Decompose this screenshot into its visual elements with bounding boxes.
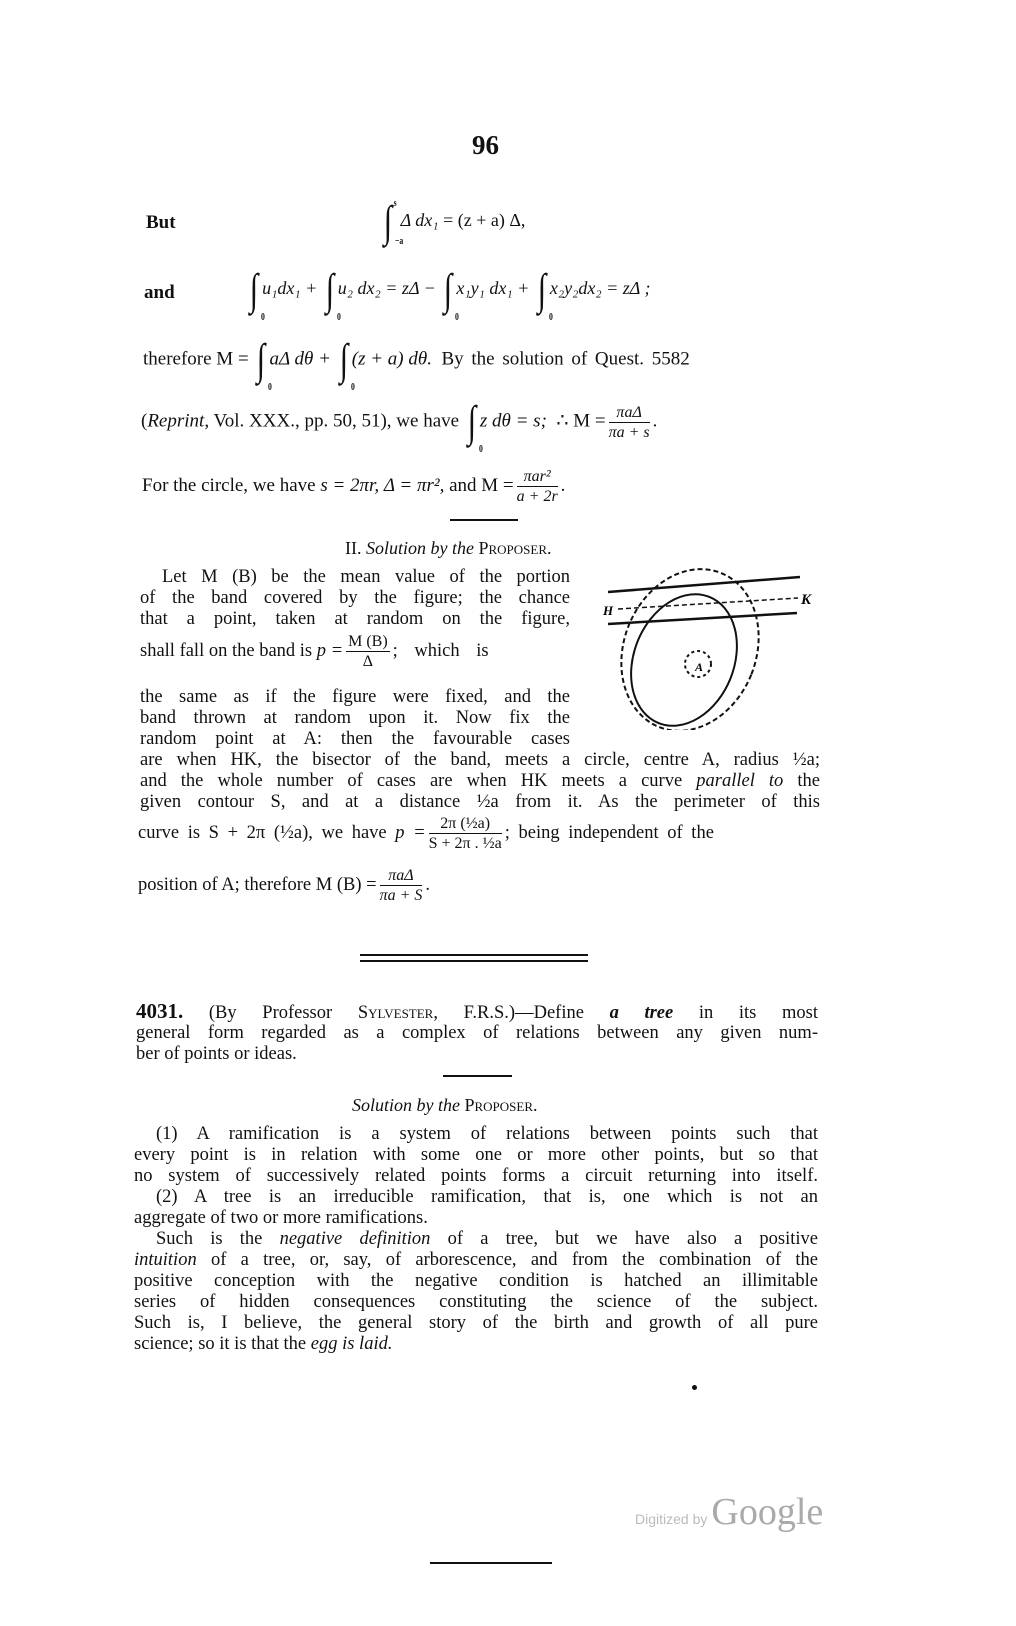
band-upper-edge [608,577,800,592]
text-line: are when HK, the bisector of the band, meets a circle, centre A, radius ½a; [140,750,820,770]
band-figure-diagram [595,565,820,730]
section-divider [450,519,518,521]
text-segment: every point is in relation with some one or more other points, but so that [134,1145,818,1165]
text-segment: no system of successively related points forms a circuit returning into itself. [134,1166,818,1186]
text-line [134,1145,818,1166]
digitized-by-google-watermark: Digitized by Google [635,1491,824,1533]
text-segment: science; so it is that the [134,1334,311,1354]
result-line: position of A; therefore M (B) = $\frac{\text{πaΔ}}{\pi a + S}$ . [138,867,430,904]
text-line [134,1250,818,1271]
page-number: 96 [472,130,499,160]
emphasis: egg is laid. [310,1334,393,1354]
label-a: A [695,660,704,674]
question-4031-line: 4031. (By Professor Sylvester, F.R.S.)—Define a tree in its most [136,999,819,1023]
solution-heading-4031: Solution by the Proposer. [352,1095,538,1115]
text-segment: (1) A ramification is a system of relations between points such that [156,1124,818,1144]
text-line [156,1124,818,1145]
text-segment: (2) A tree is an irreducible ramification, that is, one which is not an [156,1187,818,1207]
bottom-rule [430,1562,552,1564]
text-segment: Such is the [156,1229,280,1249]
section-divider [443,1075,512,1077]
emphasis: negative definition [279,1229,431,1249]
text-line [156,1187,818,1208]
text-line: the same as if the figure were fixed, and the [140,687,570,707]
text-line [134,1292,818,1313]
text-line [134,1334,818,1355]
circle-case-line: For the circle, we have s = 2πr, Δ = πr², and M = $\frac{\text{πar²}}{a + 2r}$ . [142,468,566,505]
emphasis: intuition [134,1250,197,1270]
question-number: 4031. [136,999,184,1023]
text-line [134,1271,818,1292]
equation-2: ∫ 0 u₁dx₁ + ∫ 0 u₂ dx₂ = zΔ − ∫ 0 x₁y₁ dx₁ + ∫ 0 x₂y₂dx₂ = zΔ ; [249,265,651,323]
text-line: of the band covered by the figure; the chance [140,588,570,608]
probability-formula-line: curve is S + 2π (½a), we have p = $\frac{\text{2π (½a)}}{\text{S + 2π . ½a}}$ ; being independent of the [138,815,714,852]
text-segment: of a tree, but we have also a positive [430,1229,819,1249]
solution-heading: II. Solution by the Proposer. [345,538,552,558]
text-segment: series of hidden consequences constituting the science of the subject. [134,1292,818,1312]
probability-line: shall fall on the band is p = $\frac{M (B)}{\Delta}$ ; which is [140,633,489,670]
text-line [134,1166,818,1187]
text-line [134,1208,818,1229]
text-segment: of a tree, or, say, of arborescence, and from the combination of the [196,1250,818,1270]
text-line [156,1229,818,1250]
text-line: that a point, taken at random on the figure, [140,609,570,629]
text-line: band thrown at random upon it. Now fix the [140,708,570,728]
double-rule-top [360,954,588,956]
equation-1: ∫ s −a Δ dx₁ = (z + a) Δ, [383,197,526,247]
label-h: H [603,603,614,618]
label-k: K [801,592,812,608]
text-segment: aggregate of two or more ramifications. [134,1208,428,1228]
text-line [134,1313,818,1334]
double-rule-bottom [360,960,588,962]
text-line: and the whole number of cases are when HK meets a curve parallel to the [140,771,820,791]
band-lower-edge [608,613,797,624]
text-line: general form regarded as a complex of relations between any given num- [136,1023,818,1043]
equation-4-line: (Reprint, Vol. XXX., pp. 50, 51), we have ∫ 0 z dθ = s; ∴ M = $\frac{\text{πaΔ}}{\pi a + s}$ . [141,397,658,455]
equation-3-line: therefore M = ∫ 0 aΔ dθ + ∫ 0 (z + a) dθ. By the solution of Quest. 5582 [143,335,690,393]
contour-s [612,578,756,730]
text-line: random point at A: then the favourable cases [140,729,570,749]
word-and: and [144,282,175,303]
text-line: Let M (B) be the mean value of the portion [162,567,570,587]
ink-dot [692,1385,697,1390]
text-line: ber of points or ideas. [136,1044,297,1064]
text-line: given contour S, and at a distance ½a from it. As the perimeter of this [140,792,820,812]
text-segment: Such is, I believe, the general story of the birth and growth of all pure [134,1313,818,1333]
text-segment: positive conception with the negative condition is hatched an illimitable [134,1271,818,1291]
word-but: But [146,212,176,233]
